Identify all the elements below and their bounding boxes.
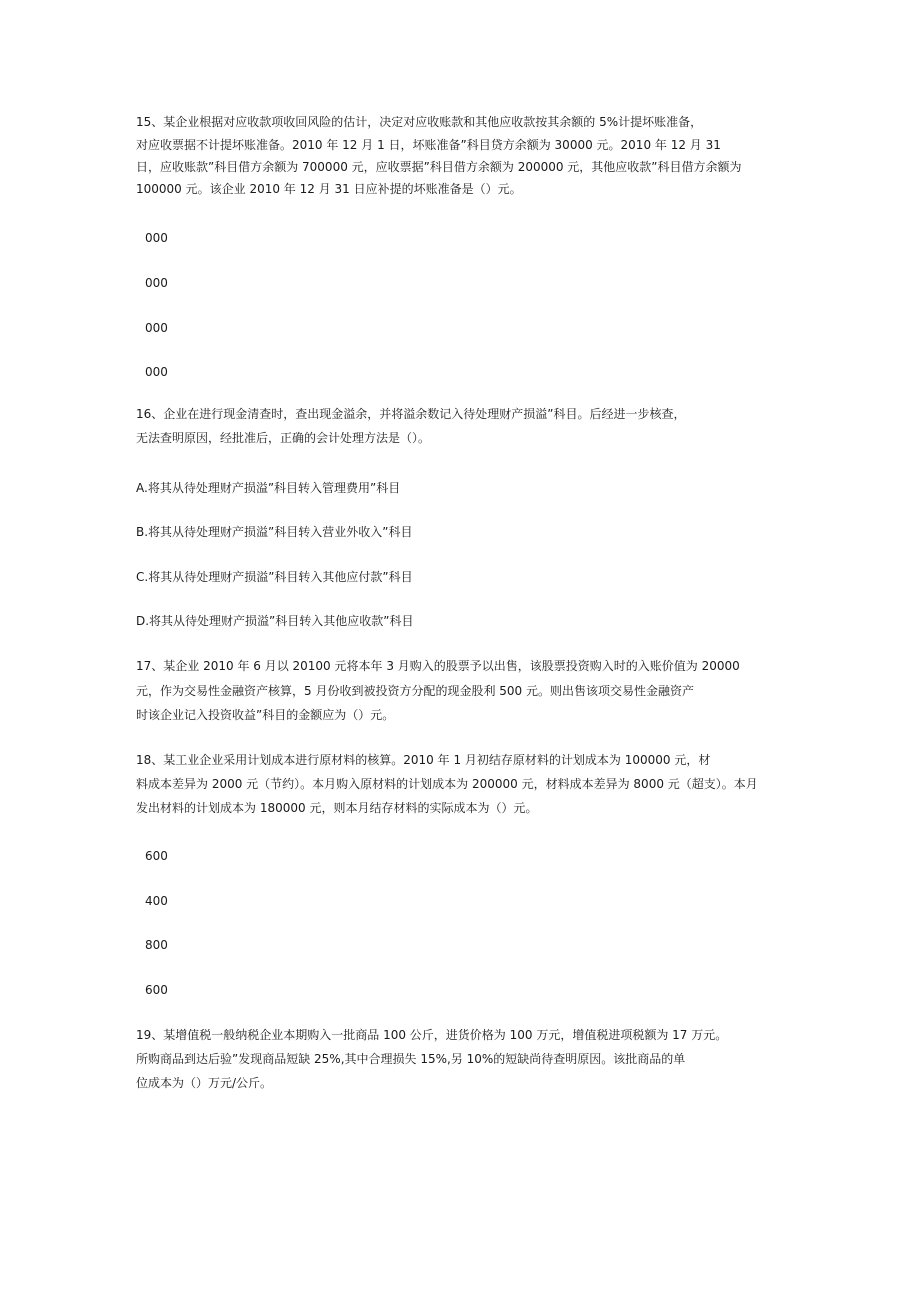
question-15-option-d: 000 bbox=[145, 365, 168, 379]
question-18-line-1: 18、某工业企业采用计划成本进行原材料的核算。2010 年 1 月初结存原材料的计划成本为 100000 元，材 bbox=[136, 753, 711, 767]
question-15-option-c: 000 bbox=[145, 321, 168, 335]
question-19-line-3: 位成本为（）万元/公斤。 bbox=[136, 1076, 273, 1090]
question-19-line-2: 所购商品到达后验”发现商品短缺 25%,其中合理损失 15%,另 10%的短缺尚待查明原因。该批商品的单 bbox=[136, 1052, 686, 1066]
question-15-line-4: 100000 元。该企业 2010 年 12 月 31 日应补提的坏账准备是（）元。 bbox=[136, 182, 522, 196]
question-18-line-2: 料成本差异为 2000 元（节约）。本月购入原材料的计划成本为 200000 元，材料成本差异为 8000 元（超支）。本月 bbox=[136, 777, 758, 791]
question-16-line-1: 16、企业在进行现金清查时，查出现金溢余，并将溢余数记入待处理财产损溢”科目。后经进一步核查， bbox=[136, 407, 686, 421]
question-17-line-3: 时该企业记入投资收益”科目的金额应为（）元。 bbox=[136, 708, 395, 722]
question-19-line-1: 19、某增值税一般纳税企业本期购入一批商品 100 公斤，进货价格为 100 万元，增值税进项税额为 17 万元。 bbox=[136, 1028, 728, 1042]
question-16-option-d: D.将其从待处理财产损溢”科目转入其他应收款”科目 bbox=[136, 614, 414, 628]
question-15-option-a: 000 bbox=[145, 231, 168, 245]
question-16-option-a: A.将其从待处理财产损溢”科目转入管理费用”科目 bbox=[136, 481, 401, 495]
question-16-option-c: C.将其从待处理财产损溢”科目转入其他应付款”科目 bbox=[136, 570, 413, 584]
question-18-line-3: 发出材料的计划成本为 180000 元，则本月结存材料的实际成本为（）元。 bbox=[136, 801, 538, 815]
question-15-line-2: 对应收票据不计提坏账准备。2010 年 12 月 1 日，坏账准备”科目贷方余额为 30000 元。2010 年 12 月 31 bbox=[136, 138, 721, 152]
question-15-line-1: 15、某企业根据对应收款项收回风险的估计，决定对应收账款和其他应收款按其余额的 5%计提坏账准备， bbox=[136, 115, 703, 129]
question-16-option-b: B.将其从待处理财产损溢”科目转入营业外收入”科目 bbox=[136, 525, 413, 539]
question-17-line-2: 元，作为交易性金融资产核算，5 月份收到被投资方分配的现金股利 500 元。则出售该项交易性金融资产 bbox=[136, 684, 694, 698]
question-18-option-c: 800 bbox=[145, 938, 168, 952]
question-15-line-3: 日，应收账款”科目借方余额为 700000 元，应收票据”科目借方余额为 200000 元，其他应收款”科目借方余额为 bbox=[136, 160, 742, 174]
question-18-option-a: 600 bbox=[145, 849, 168, 863]
question-15-option-b: 000 bbox=[145, 276, 168, 290]
question-17-line-1: 17、某企业 2010 年 6 月以 20100 元将本年 3 月购入的股票予以出售，该股票投资购入时的入账价值为 20000 bbox=[136, 659, 740, 673]
question-16-line-2: 无法查明原因，经批准后，正确的会计处理方法是（）。 bbox=[136, 431, 431, 445]
question-18-option-b: 400 bbox=[145, 894, 168, 908]
question-18-option-d: 600 bbox=[145, 983, 168, 997]
